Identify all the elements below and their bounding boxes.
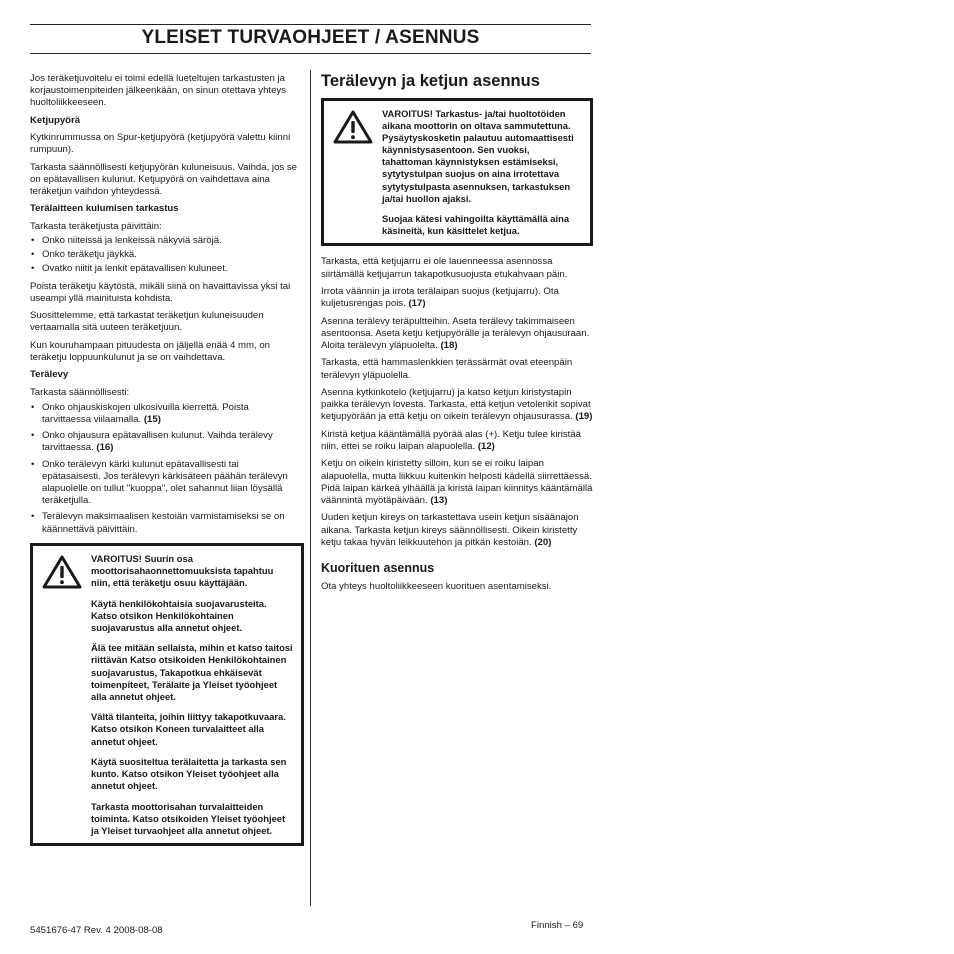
step-paragraph: Ketju on oikein kiristetty silloin, kun se ei roiku laipan alapuolella, mutta liikkuu kuitenkin helposti kädellä siirrettäessä. Pidä laipan kärkeä ylhäällä ja kiristä laipan kiinnitys kääntämällä väännintä myötäpäivään. (13) — [321, 458, 593, 507]
figure-ref: (15) — [143, 413, 161, 425]
list-item: • Onko teräketju jäykkä. — [30, 249, 298, 261]
list-item: • Onko ohjausura epätavallisen kulunut. Vaihda terälevy tarvittaessa. (16) — [30, 430, 298, 454]
bar-heading: Terälevy — [30, 369, 69, 381]
section-heading: Terälevyn ja ketjun asennus — [321, 72, 540, 90]
step-paragraph: Tarkasta, että hammaslenkkien terässärmät ovat eteenpäin terälevyn yläpuolella. — [321, 357, 573, 381]
wear-paragraph-3: Kun kouruhampaan pituudesta on jäljellä enää 4 mm, on teräketju loppuunkulunut ja se on vaihdettava. — [30, 339, 271, 363]
step-paragraph: Uuden ketjun kireys on tarkastettava usein ketjun sisäänajon aikana. Tarkasta ketjun kireys säännöllisesti. Oikein kiristetty ketju takaa hyvän leikkuutehon ja pitkän kestoiän. (20) — [321, 512, 579, 548]
figure-ref: (17) — [408, 298, 426, 310]
list-item: • Onko ohjauskiskojen ulkosivuilla kierrettä. Poista tarvittaessa viilaamalla. (15) — [30, 402, 298, 426]
bar-checklist — [30, 402, 298, 536]
subsection-paragraph: Ota yhteys huoltoliikkeeseen kuorituen asentamiseksi. — [321, 581, 552, 593]
step-paragraph: Kiristä ketjua kääntämällä pyörää alas (+). Ketju tulee kiristää niin, ettei se roiku laipan alapuolella. (12) — [321, 428, 581, 453]
warning-paragraph: Vältä tilanteita, joihin liittyy takapotkuvaara. Katso otsikon Koneen turvalaitteet alla annetut ohjeet. — [91, 711, 286, 747]
kickback-warning-box — [30, 543, 304, 846]
column-divider — [310, 70, 311, 906]
warning-paragraph: Älä tee mitään sellaista, mihin et katso taitosi riittävän Katso otsikoiden Henkilökohtainen suojavarustus, Takapotkua ehkäisevät toimenpiteet, Terälaite ja Yleiset työohjeet alla annetut ohjeet. — [91, 642, 293, 702]
header-rule-bottom — [30, 53, 591, 54]
wear-intro: Tarkasta teräketjusta päivittäin: — [30, 220, 162, 232]
list-item: • Terälevyn maksimaalisen kestoiän varmistamiseksi se on käännettävä päivittäin. — [30, 511, 298, 535]
sprocket-paragraph-2: Tarkasta säännöllisesti ketjupyörän kuluneisuus. Vaihda, jos se on epätavallisen kulunut. Ketjupyörä on vaihdettava aina teräketjun vaihdon yhteydessä. — [30, 161, 297, 197]
warning-triangle-icon — [33, 546, 91, 843]
subsection-heading: Kuorituen asennus — [321, 561, 435, 576]
figure-ref: (13) — [430, 495, 448, 507]
step-paragraph: Irrota väännin ja irrota terälaipan suojus (ketjujarru). Ota kuljetusrengas pois. (17) — [321, 286, 559, 310]
right-column — [321, 70, 593, 598]
step-paragraph: Asenna kytkinkotelo (ketjujarru) ja katso ketjun kiristystapin paikka terälevyn lovesta. Tarkasta, että ketjun vetolenkit sopivat ketjupyörään ja että ketju on oikein terälevyn ohjausurassa. (19) — [321, 387, 593, 423]
wear-paragraph-1: Poista teräketju käytöstä, mikäli siinä on havaittavissa yksi tai useampi yllä mainituista kohdista. — [30, 280, 291, 304]
warning-paragraph: Käytä henkilökohtaisia suojavarusteita. Katso otsikon Henkilökohtainen suojavarustus alla annetut ohjeet. — [91, 597, 267, 633]
figure-ref: (18) — [440, 340, 458, 352]
document-id: 5451676-47 Rev. 4 2008-08-08 — [30, 925, 163, 936]
figure-ref: (20) — [534, 536, 552, 548]
page-number: Finnish – 69 — [531, 920, 584, 931]
figure-ref: (19) — [575, 411, 593, 423]
figure-ref: (16) — [96, 442, 114, 454]
warning-paragraph: Tarkasta moottorisahan turvalaitteiden toiminta. Katso otsikoiden Yleiset työohjeet ja Yleiset turvaohjeet alla annetut ohjeet. — [91, 800, 286, 837]
intro-paragraph: Jos teräketjuvoitelu ei toimi edellä lueteltujen tarkastusten ja korjaustoimenpiteiden jälkeenkään, on sinun otettava yhteys huoltoliikkeeseen. — [30, 73, 286, 109]
wear-heading: Terälaitteen kulumisen tarkastus — [30, 203, 179, 215]
warning-text — [382, 101, 590, 243]
wear-checklist — [30, 235, 298, 276]
warning-text — [91, 546, 301, 843]
list-item: • Onko niiteissä ja lenkeissä näkyviä säröjä. — [30, 235, 298, 247]
maintenance-warning-box — [321, 98, 593, 246]
header-rule-top — [30, 24, 591, 25]
left-column — [30, 73, 298, 846]
sprocket-paragraph-1: Kytkinrummussa on Spur-ketjupyörä (ketjupyörä valettu kiinni rumpuun). — [30, 132, 291, 156]
page-title: YLEISET TURVAOHJEET / ASENNUS — [141, 27, 480, 48]
step-paragraph: Tarkasta, että ketjujarru ei ole lauenneessa asennossa siirtämällä ketjujarrun takapotkusuojusta etukahvaan päin. — [321, 256, 568, 280]
figure-ref: (12) — [477, 441, 495, 453]
step-paragraph: Asenna terälevy teräpultteihin. Aseta terälevy takimmaiseen asentoonsa. Aseta ketju ketjupyörälle ja terälevyn ohjausuraan. Aloita terälevyn yläpuolelta. (18) — [321, 315, 590, 352]
list-item: • Onko terälevyn kärki kulunut epätavallisesti tai epätasaisesti. Jos terälevyn kärkisäteen päähän terälevyn alapuolelle on tullut "kuoppa", olet sahannut liian löysällä teräketjulla. — [30, 459, 298, 508]
warning-paragraph: Suojaa kätesi vahingoilta käyttämällä aina käsineitä, kun käsittelet ketjua. — [382, 213, 570, 237]
wear-paragraph-2: Suosittelemme, että tarkastat teräketjun kuluneisuuden vertaamalla sitä uuteen teräketjuun. — [30, 310, 264, 334]
warning-triangle-icon — [324, 101, 382, 243]
list-item: • Ovatko niitit ja lenkit epätavallisen kuluneet. — [30, 263, 298, 275]
sprocket-heading: Ketjupyörä — [30, 114, 81, 126]
warning-paragraph: VAROITUS! Tarkastus- ja/tai huoltotöiden aikana moottorin on oltava sammutettuna. Pysäytyskosketin palautuu automaattisesti käynnistysasentoon. Sen vuoksi, tahattoman käynnistyksen estämiseksi, sytytystulpan suojus on aina irrotettava sytytystulpasta asennuksen, tarkastuksen ja/tai huollon ajaksi. — [382, 108, 574, 204]
warning-paragraph: VAROITUS! Suurin osa moottorisahaonnettomuuksista tapahtuu niin, että teräketju osuu käyttäjään. — [91, 552, 274, 588]
warning-paragraph: Käytä suositeltua terälaitetta ja tarkasta sen kunto. Katso otsikon Yleiset työohjeet alla annetut ohjeet. — [91, 756, 287, 792]
bar-intro: Tarkasta säännöllisesti: — [30, 386, 130, 398]
